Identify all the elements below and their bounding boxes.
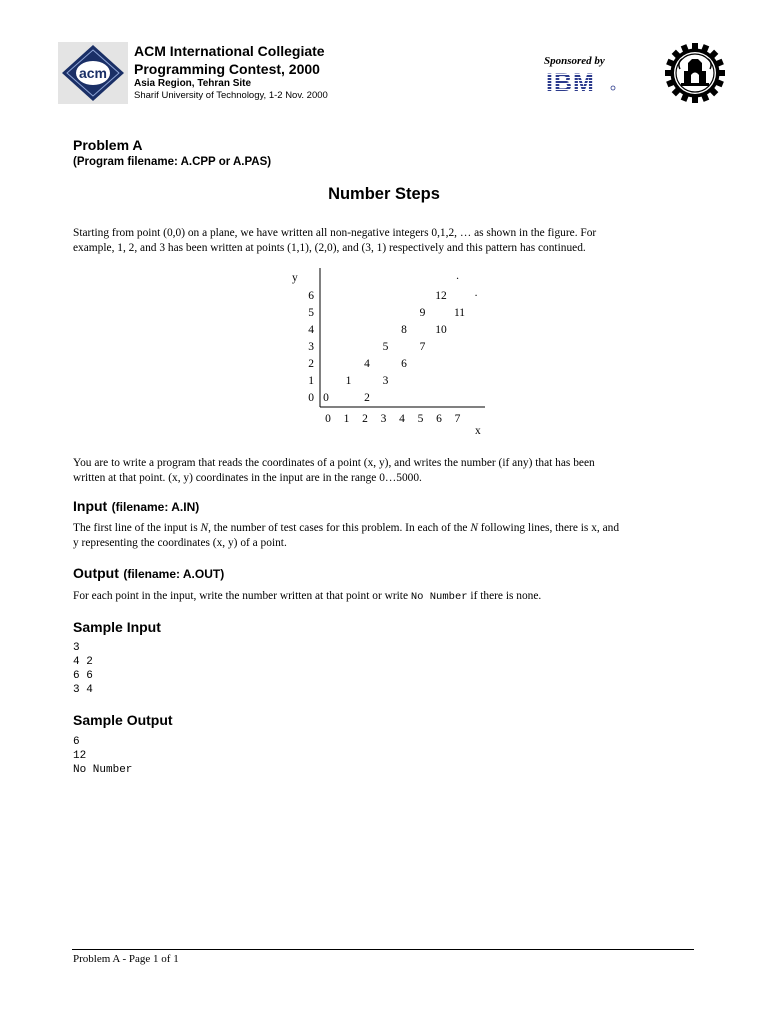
figure-number-2: 2 xyxy=(364,392,370,404)
output-paragraph xyxy=(73,589,698,605)
sponsored-by-label: Sponsored by xyxy=(544,55,605,67)
x-tick-label: 3 xyxy=(380,413,387,425)
figure-number-4: 4 xyxy=(364,358,370,370)
figure-number-10: 10 xyxy=(435,324,447,336)
x-tick-label: 2 xyxy=(362,413,368,425)
task-paragraph xyxy=(73,456,673,486)
input-line1-N2: N xyxy=(470,522,478,534)
input-line1-b: , the number of test cases for this problem. In each of the xyxy=(208,522,471,534)
figure-number-3: 3 xyxy=(382,375,389,387)
figure-number-5: 5 xyxy=(382,341,389,353)
figure-number-12: 12 xyxy=(435,290,447,302)
sample-output-heading: Sample Output xyxy=(73,712,173,728)
y-tick-label: 1 xyxy=(308,375,314,387)
output-heading-text: Output xyxy=(73,565,119,581)
contest-title-line1: ACM International Collegiate xyxy=(134,43,325,59)
intro-line2: example, 1, 2, and 3 has been written at points (1,1), (2,0), and (3, 1) respectively and this pattern has continued. xyxy=(73,242,586,254)
sharif-university-logo xyxy=(664,42,726,109)
x-tick-label: 4 xyxy=(399,413,405,425)
figure-number-7: 7 xyxy=(419,341,426,353)
output-filename: (filename: A.OUT) xyxy=(123,567,225,581)
figure-number-9: 9 xyxy=(419,307,426,319)
task-line1: You are to write a program that reads the coordinates of a point (x, y), and writes the number (if any) that has been xyxy=(73,457,595,469)
acm-logo-text: acm xyxy=(78,65,108,81)
ibm-logo xyxy=(546,69,618,100)
x-tick-label: 1 xyxy=(343,413,350,425)
input-line1-c: following lines, there is x, and xyxy=(477,522,620,534)
figure-number-11: 11 xyxy=(453,307,466,319)
y-tick-label: 6 xyxy=(308,290,314,302)
figure-number-6: 6 xyxy=(401,358,407,370)
figure-continuation-dot: . xyxy=(456,270,459,282)
output-heading xyxy=(73,565,224,583)
y-tick-label: 0 xyxy=(308,392,314,404)
figure-number-1: 1 xyxy=(345,375,352,387)
y-tick-label: 5 xyxy=(308,307,314,319)
output-text-b: if there is none. xyxy=(467,590,542,602)
input-paragraph xyxy=(73,521,698,551)
input-line1-a: The first line of the input is xyxy=(73,522,201,534)
figure-continuation-dot: . xyxy=(474,287,478,299)
y-tick-label: 2 xyxy=(308,358,314,370)
intro-line1: Starting from point (0,0) on a plane, we have written all non-negative integers 0,1,2, … as shown in the figure. For xyxy=(73,227,597,239)
y-axis-label: y xyxy=(292,272,298,284)
input-line2: y representing the coordinates (x, y) of a point. xyxy=(73,537,287,549)
input-line1-N: N xyxy=(200,522,209,534)
input-heading xyxy=(73,498,199,516)
y-tick-label: 3 xyxy=(308,341,314,353)
y-tick-label: 4 xyxy=(308,324,314,336)
task-line2: written at that point. (x, y) coordinates in the input are in the range 0…5000. xyxy=(73,472,422,484)
x-tick-label: 0 xyxy=(325,413,331,425)
problem-title: Number Steps xyxy=(328,185,440,203)
x-tick-label: 7 xyxy=(454,413,461,425)
x-axis-label: x xyxy=(475,425,481,437)
input-filename: (filename: A.IN) xyxy=(111,500,200,514)
acm-logo xyxy=(58,42,128,104)
footer-rule xyxy=(72,949,694,950)
page-footer: Problem A - Page 1 of 1 xyxy=(73,953,179,965)
problem-filename-note: (Program filename: A.CPP or A.PAS) xyxy=(73,156,272,168)
output-text-a: For each point in the input, write the number written at that point or write xyxy=(73,590,411,602)
sample-output-block: 6 12 No Number xyxy=(73,736,133,776)
x-tick-label: 5 xyxy=(417,413,424,425)
contest-region: Asia Region, Tehran Site xyxy=(134,78,252,89)
contest-venue: Sharif University of Technology, 1-2 Nov. 2000 xyxy=(134,90,328,101)
intro-paragraph xyxy=(73,226,673,256)
number-steps-figure xyxy=(280,262,500,447)
figure-number-0: 0 xyxy=(323,392,329,404)
input-heading-text: Input xyxy=(73,498,108,514)
figure-number-8: 8 xyxy=(401,324,407,336)
sample-input-heading: Sample Input xyxy=(73,619,161,635)
problem-label: Problem A xyxy=(73,137,143,153)
input-line1 xyxy=(73,521,698,536)
ibm-logo-text: IBM xyxy=(546,69,595,95)
sample-input-block: 3 4 2 6 6 3 4 xyxy=(73,642,93,696)
output-code-no-number: No Number xyxy=(410,591,468,603)
contest-title-line2: Programming Contest, 2000 xyxy=(134,61,320,77)
x-tick-label: 6 xyxy=(436,413,442,425)
